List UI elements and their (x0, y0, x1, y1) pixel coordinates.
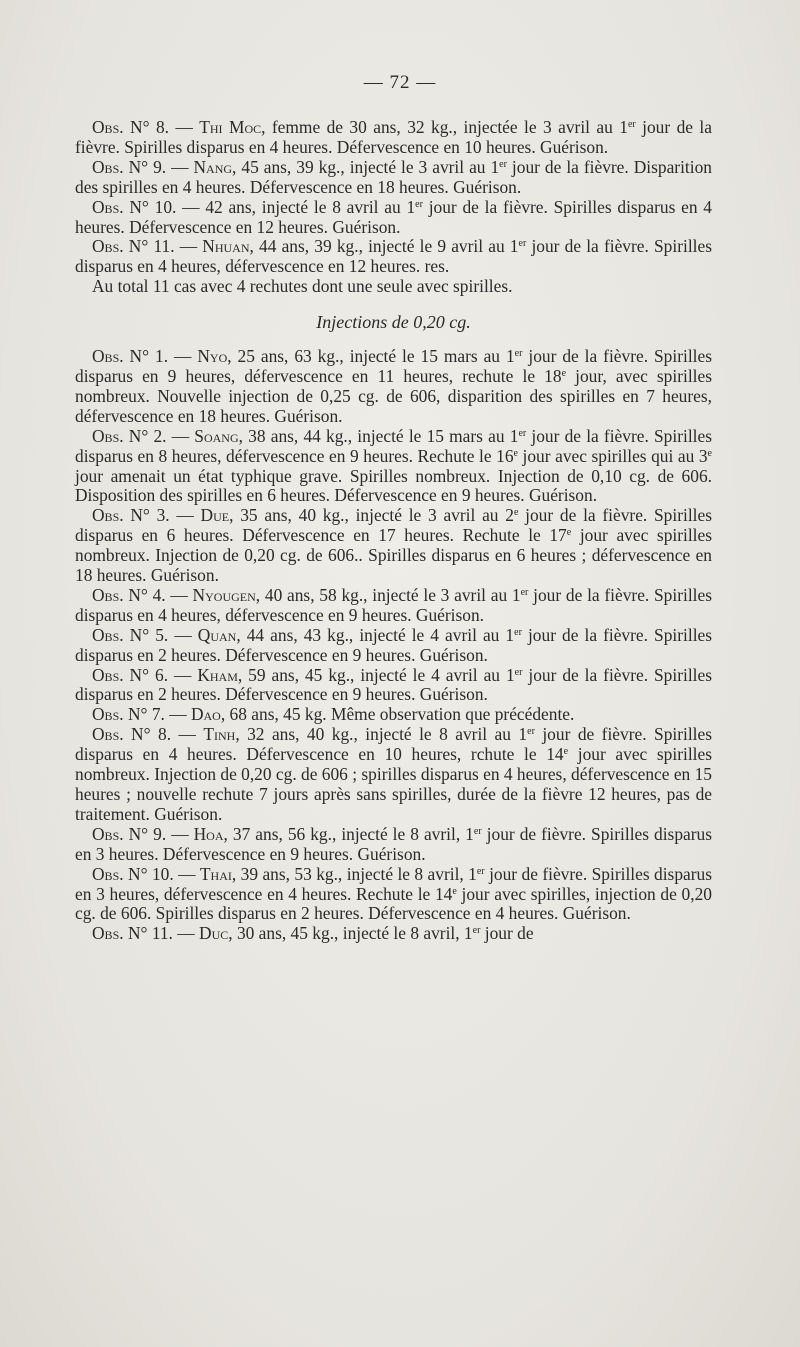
obs-label: Obs. (92, 117, 124, 137)
section-title: Injections de 0,20 cg. (316, 312, 471, 333)
observation-paragraph-obs8a: Obs. N° 8. — Thi Moc, femme de 30 ans, 32 kg., injectée le 3 avril au 1er jour de la fièvre. Spirilles disparus en 4 heures. Défervescence en 10 heures. Guérison. (75, 117, 712, 157)
observation-text: 42 ans, injecté le 8 avril au 1er jour de la fièvre. Spirilles disparus en 4 heures. Défervescence en 12 heures. Guérison. (75, 196, 712, 237)
observation-paragraph-obs1b: Obs. N° 1. — Nyo, 25 ans, 63 kg., injecté le 15 mars au 1er jour de la fièvre. Spirilles disparus en 9 heures, défervescence en 11 heures, rechute le 18e jour, avec spirilles nombreux. Nouvelle injection de 0,25 cg. de 606, disparition des spirilles en 7 heures, défervescence en 18 heures. Guérison. (75, 346, 712, 426)
observation-paragraph-obs8b: Obs. N° 8. — Tinh, 32 ans, 40 kg., injecté le 8 avril au 1er jour de fièvre. Spirilles disparus en 4 heures. Défervescence en 10 heures, rchute le 14e jour avec spirilles nombreux. Injection de 0,20 cg. de 606 ; spirilles disparus en 4 heures, défervescence en 15 heures ; nouvelle rechute 7 jours après sans spirilles, durée de la fièvre 12 heures, pas de traitement. Guérison. (75, 724, 712, 824)
observation-text: , 59 ans, 45 kg., injecté le 4 avril au 1er jour de la fièvre. Spirilles disparus en 2 heures. Défervescence en 9 heures. Guérison. (75, 664, 712, 705)
patient-name: Nyougen (192, 584, 256, 605)
patient-name: Nang (193, 156, 233, 177)
observation-text: , 39 ans, 53 kg., injecté le 8 avril, 1er jour de fièvre. Spirilles disparus en 3 heures, défervescence en 4 heures. Rechute le 14e jour avec spirilles, injection de 0,20 cg. de 606. Spirilles disparus en 2 heures. Défervescence en 4 heures. Guérison. (75, 863, 712, 924)
obs-label: Obs. (92, 156, 124, 177)
patient-name: Quan (197, 624, 237, 645)
obs-number: N° 3. (130, 505, 170, 526)
obs-label: Obs. (92, 664, 124, 685)
obs-number: N° 11. (127, 923, 173, 944)
patient-name: Nhuan (202, 236, 250, 257)
observation-paragraph-obs11b: Obs. N° 11. — Duc, 30 ans, 45 kg., injecté le 8 avril, 1er jour de (92, 923, 534, 944)
patient-name: Duc (199, 923, 229, 944)
obs-label: Obs. (92, 584, 124, 605)
observation-text: , 30 ans, 45 kg., injecté le 8 avril, 1er jour de (228, 923, 534, 944)
obs-number: N° 2. (128, 425, 167, 446)
patient-name: Hoa (193, 823, 224, 844)
observation-text: , 44 ans, 43 kg., injecté le 4 avril au 1er jour de la fièvre. Spirilles disparus en 2 heures. Défervescence en 9 heures. Guérison. (75, 624, 713, 665)
observation-text: , 37 ans, 56 kg., injecté le 8 avril, 1er jour de fièvre. Spirilles disparus en 3 heures. Défervescence en 9 heures. Guérison. (75, 823, 712, 864)
observation-paragraph-obs6b: Obs. N° 6. — Kham, 59 ans, 45 kg., injecté le 4 avril au 1er jour de la fièvre. Spirilles disparus en 2 heures. Défervescence en 9 heures. Guérison. (75, 664, 712, 705)
observation-text: , femme de 30 ans, 32 kg., injectée le 3 avril au 1er jour de la fièvre. Spirilles disparus en 4 heures. Défervescence en 10 heures. Guérison. (75, 117, 712, 157)
obs-label: Obs. (92, 704, 124, 725)
body-text (75, 118, 712, 944)
observation-text: , 44 ans, 39 kg., injecté le 9 avril au 1er jour de la fièvre. Spirilles disparus en 4 heures, défervescence en 12 heures. (75, 236, 712, 277)
patient-name: Due (200, 505, 230, 526)
observation-paragraph-obs9a: Obs. N° 9. — Nang, 45 ans, 39 kg., injecté le 3 avril au 1er jour de la fièvre. Disparition des spirilles en 4 heures. Défervescence en 18 heures. Guérison. (75, 156, 712, 197)
obs-number: N° 8. (130, 117, 170, 137)
obs-number: N° 5. (129, 624, 169, 645)
obs-label: Obs. (92, 196, 124, 217)
observation-paragraph-obs7b: Obs. N° 7. — Dao, 68 ans, 45 kg. Même observation que précédente. (92, 704, 575, 725)
page-number: — 72 — (363, 72, 437, 93)
patient-name: Nyo (197, 346, 228, 367)
patient-name: Thi Moc (199, 117, 262, 137)
observation-paragraph-obs10b: Obs. N° 10. — Thai, 39 ans, 53 kg., injecté le 8 avril, 1er jour de fièvre. Spirilles disparus en 3 heures, défervescence en 4 heures. Rechute le 14e jour avec spirilles, injection de 0,20 cg. de 606. Spirilles disparus en 2 heures. Défervescence en 4 heures. Guérison. (75, 863, 712, 924)
obs-number: N° 10. (129, 196, 177, 217)
observation-text: , 40 ans, 58 kg., injecté le 3 avril au 1er jour de la fièvre. Spirilles disparus en 4 heures, défervescence en 9 heures. Guérison. (75, 584, 712, 625)
patient-name: Tinh (203, 724, 236, 745)
observation-paragraph-obs4b: Obs. N° 4. — Nyougen, 40 ans, 58 kg., injecté le 3 avril au 1er jour de la fièvre. Spirilles disparus en 4 heures, défervescence en 9 heures. Guérison. (75, 584, 712, 625)
observation-text: , 68 ans, 45 kg. Même observation que précédente. (220, 704, 575, 725)
obs-label: Obs. (92, 346, 124, 367)
observation-paragraph-obs5b: Obs. N° 5. — Quan, 44 ans, 43 kg., injecté le 4 avril au 1er jour de la fièvre. Spirilles disparus en 2 heures. Défervescence en 9 heures. Guérison. (75, 624, 713, 665)
obs-number: N° 10. (128, 863, 174, 884)
patient-name: Soang (194, 425, 239, 446)
obs-label: Obs. (92, 724, 124, 745)
observation-text: , 45 ans, 39 kg., injecté le 3 avril au 1er jour de la fièvre. Disparition des spirilles en 4 heures. Défervescence en 18 heures. Guérison. (75, 156, 712, 197)
observation-paragraph-obs9b: Obs. N° 9. — Hoa, 37 ans, 56 kg., injecté le 8 avril, 1er jour de fièvre. Spirilles disparus en 3 heures. Défervescence en 9 heures. Guérison. (75, 823, 712, 864)
observation-text: , 38 ans, 44 kg., injecté le 15 mars au 1er jour de la fièvre. Spirilles disparus en 8 heures, défervescence en 9 heures. Rechute le 16e jour avec spirilles qui au 3e jour amenait un état typhique grave. Spirilles nombreux. Injection de 0,10 cg. de 606. Disposition des spirilles en 6 heures. Défervescence en 9 heures. Guérison. (75, 425, 712, 506)
observation-paragraph-obs3b: Obs. N° 3. — Due, 35 ans, 40 kg., injecté le 3 avril au 2e jour de la fièvre. Spirilles disparus en 6 heures. Défervescence en 17 heures. Rechute le 17e jour avec spirilles nombreux. Injection de 0,20 cg. de 606.. Spirilles disparus en 6 heures ; défervescence en 18 heures. Guérison. (75, 505, 712, 586)
obs-number: N° 11. (128, 236, 175, 257)
observation-paragraph-obs11a: Obs. N° 11. — Nhuan, 44 ans, 39 kg., injecté le 9 avril au 1er jour de la fièvre. Spirilles disparus en 4 heures, défervescence en 12 heures. res. (75, 236, 712, 277)
patient-name: Dao (190, 704, 221, 725)
patient-name: Thai (199, 863, 232, 884)
obs-number: N° 6. (129, 664, 169, 685)
obs-label: Obs. (92, 425, 124, 446)
obs-label: Obs. (92, 505, 124, 526)
obs-label: Obs. (92, 823, 124, 844)
observation-text: , 25 ans, 63 kg., injecté le 15 mars au 1er jour de la fièvre. Spirilles disparus en 9 heures, défervescence en 11 heures, rechute le 18e jour, avec spirilles nombreux. Nouvelle injection de 0,25 cg. de 606, disparition des spirilles en 7 heures, défervescence en 18 heures. Guérison. (75, 346, 712, 426)
obs-number: N° 7. (127, 704, 165, 725)
obs-number: N° 9. (128, 156, 167, 177)
obs-number: N° 9. (128, 823, 167, 844)
observation-paragraph-total: Au total 11 cas avec 4 rechutes dont une seule avec spirilles. (92, 276, 513, 297)
obs-number: N° 1. (129, 346, 169, 367)
obs-number: N° 4. (128, 584, 166, 605)
obs-label: Obs. (92, 624, 124, 645)
obs-label: Obs. (92, 236, 124, 257)
patient-name: Kham (197, 664, 238, 685)
observation-paragraph-obs2b: Obs. N° 2. — Soang, 38 ans, 44 kg., injecté le 15 mars au 1er jour de la fièvre. Spirilles disparus en 8 heures, défervescence en 9 heures. Rechute le 16e jour avec spirilles qui au 3e jour amenait un état typhique grave. Spirilles nombreux. Injection de 0,10 cg. de 606. Disposition des spirilles en 6 heures. Défervescence en 9 heures. Guérison. (75, 425, 712, 506)
obs-label: Obs. (92, 863, 124, 884)
word-continuation: res. (424, 256, 450, 277)
observation-text: , 35 ans, 40 kg., injecté le 3 avril au 2e jour de la fièvre. Spirilles disparus en 6 heures. Défervescence en 17 heures. Rechute le 17e jour avec spirilles nombreux. Injection de 0,20 cg. de 606.. Spirilles disparus en 6 heures ; défervescence en 18 heures. Guérison. (75, 505, 712, 586)
obs-label: Obs. (92, 923, 124, 944)
observation-text: , 32 ans, 40 kg., injecté le 8 avril au 1er jour de fièvre. Spirilles disparus en 4 heures. Défervescence en 10 heures, rchute le 14e jour avec spirilles nombreux. Injection de 0,20 cg. de 606 ; spirilles disparus en 4 heures, défervescence en 15 heures ; nouvelle rechute 7 jours après sans spirilles, durée de la fièvre 12 heures, pas de traitement. Guérison. (75, 724, 712, 824)
obs-number: N° 8. (131, 724, 172, 745)
observation-paragraph-obs10a: Obs. N° 10. — 42 ans, injecté le 8 avril au 1er jour de la fièvre. Spirilles disparus en 4 heures. Défervescence en 12 heures. Guérison. (75, 196, 712, 237)
